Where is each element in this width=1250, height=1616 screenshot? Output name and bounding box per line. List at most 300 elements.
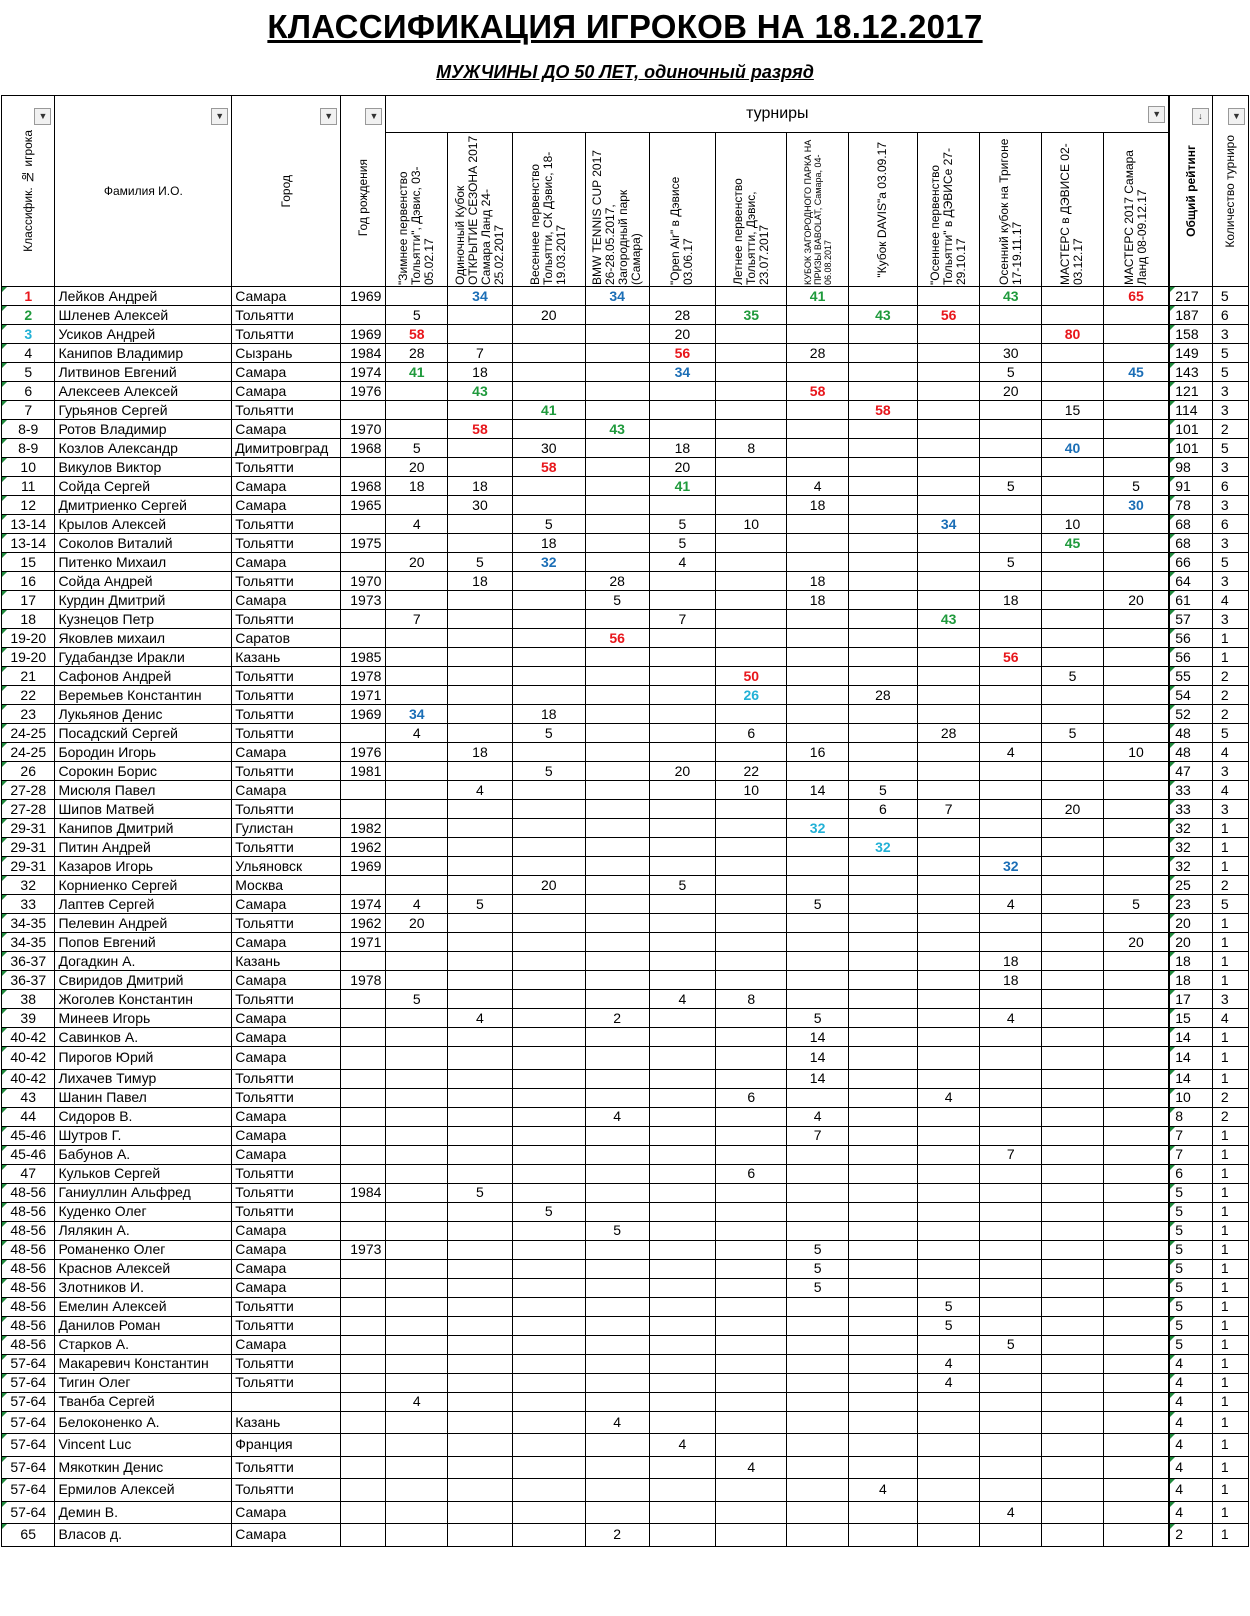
score-cell: 30 <box>1103 496 1169 515</box>
table-row <box>2 572 1249 591</box>
score-cell <box>1103 515 1169 534</box>
score-cell <box>386 819 448 838</box>
score-cell <box>649 1145 716 1164</box>
score-cell <box>512 610 585 629</box>
score-cell <box>917 629 980 648</box>
score-cell: 4 <box>585 1411 649 1434</box>
score-cell <box>716 1126 787 1145</box>
score-cell <box>649 686 716 705</box>
score-cell <box>1042 857 1104 876</box>
total-cell: 101 <box>1169 420 1212 439</box>
score-cell <box>585 439 649 458</box>
score-cell: 10 <box>716 515 787 534</box>
score-cell <box>1103 1047 1169 1070</box>
count-cell: 1 <box>1212 1259 1248 1278</box>
score-cell <box>848 1392 917 1411</box>
score-cell <box>649 1240 716 1259</box>
city-cell: Ульяновск <box>232 857 341 876</box>
score-cell: 5 <box>787 1259 849 1278</box>
score-cell <box>917 933 980 952</box>
score-cell <box>980 705 1042 724</box>
name-cell: Шутров Г. <box>55 1126 232 1145</box>
score-cell <box>787 1524 849 1547</box>
score-cell <box>716 1411 787 1434</box>
table-row <box>2 534 1249 553</box>
class-cell: 44 <box>2 1107 55 1126</box>
total-cell: 5 <box>1169 1240 1212 1259</box>
score-cell <box>787 705 849 724</box>
score-cell <box>1103 1202 1169 1221</box>
score-cell <box>787 876 849 895</box>
count-cell: 1 <box>1212 1335 1248 1354</box>
score-cell <box>585 743 649 762</box>
score-cell <box>512 914 585 933</box>
name-cell: Шипов Матвей <box>55 800 232 819</box>
score-cell <box>917 325 980 344</box>
score-cell: 2 <box>585 1524 649 1547</box>
total-cell: 57 <box>1169 610 1212 629</box>
city-cell: Самара <box>232 287 341 306</box>
score-cell <box>848 857 917 876</box>
table-row <box>2 1501 1249 1524</box>
total-cell: 32 <box>1169 857 1212 876</box>
birth-year-cell <box>341 1456 386 1479</box>
score-cell: 7 <box>649 610 716 629</box>
score-cell: 5 <box>386 990 448 1009</box>
score-cell <box>787 401 849 420</box>
name-cell: Пирогов Юрий <box>55 1047 232 1070</box>
score-cell <box>787 800 849 819</box>
score-cell <box>980 534 1042 553</box>
score-cell <box>1042 572 1104 591</box>
score-cell: 28 <box>386 344 448 363</box>
score-cell <box>1103 1028 1169 1047</box>
score-cell <box>1042 952 1104 971</box>
score-cell: 10 <box>1042 515 1104 534</box>
city-cell: Тольятти <box>232 1164 341 1183</box>
header-name: Фамилия И.О. ▼ <box>55 96 232 287</box>
dropdown-arrow-icon[interactable]: ▼ <box>34 108 51 125</box>
birth-year-cell <box>341 1202 386 1221</box>
table-row <box>2 1335 1249 1354</box>
total-cell: 54 <box>1169 686 1212 705</box>
score-cell <box>1042 344 1104 363</box>
class-cell: 18 <box>2 610 55 629</box>
total-cell: 4 <box>1169 1411 1212 1434</box>
score-cell <box>448 990 513 1009</box>
score-cell <box>1042 420 1104 439</box>
header-tournaments-group: турниры ▼ <box>386 96 1169 133</box>
score-cell <box>848 1088 917 1107</box>
name-cell: Дмитриенко Сергей <box>55 496 232 515</box>
score-cell <box>1103 458 1169 477</box>
score-cell <box>512 1524 585 1547</box>
birth-year-cell: 1973 <box>341 1240 386 1259</box>
city-cell: Самара <box>232 1335 341 1354</box>
class-cell: 39 <box>2 1009 55 1028</box>
birth-year-cell <box>341 1047 386 1070</box>
score-cell: 43 <box>917 610 980 629</box>
name-cell: Бабунов А. <box>55 1145 232 1164</box>
score-cell <box>386 382 448 401</box>
score-cell <box>848 724 917 743</box>
total-cell: 4 <box>1169 1434 1212 1457</box>
score-cell <box>716 382 787 401</box>
score-cell <box>980 1524 1042 1547</box>
name-cell: Курдин Дмитрий <box>55 591 232 610</box>
city-cell: Самара <box>232 1126 341 1145</box>
score-cell <box>1042 743 1104 762</box>
score-cell: 18 <box>512 705 585 724</box>
score-cell <box>716 743 787 762</box>
total-cell: 4 <box>1169 1354 1212 1373</box>
dropdown-arrow-icon[interactable]: ▼ <box>365 108 382 125</box>
score-cell <box>1042 1335 1104 1354</box>
birth-year-cell <box>341 1278 386 1297</box>
score-cell: 4 <box>917 1373 980 1392</box>
score-cell <box>917 572 980 591</box>
name-cell: Лукьянов Денис <box>55 705 232 724</box>
score-cell <box>1103 914 1169 933</box>
table-row <box>2 1240 1249 1259</box>
score-cell <box>848 705 917 724</box>
total-cell: 5 <box>1169 1259 1212 1278</box>
score-cell: 58 <box>787 382 849 401</box>
score-cell <box>649 629 716 648</box>
score-cell <box>512 287 585 306</box>
score-cell <box>848 1107 917 1126</box>
score-cell <box>917 1164 980 1183</box>
city-cell: Самара <box>232 363 341 382</box>
score-cell <box>980 1434 1042 1457</box>
score-cell <box>386 781 448 800</box>
score-cell <box>649 572 716 591</box>
score-cell <box>848 1240 917 1259</box>
header-class-no: Классифик. № игрока ▼ <box>2 96 55 287</box>
score-cell <box>787 648 849 667</box>
city-cell: Тольятти <box>232 1354 341 1373</box>
score-cell <box>917 477 980 496</box>
score-cell <box>448 439 513 458</box>
class-cell: 1 <box>2 287 55 306</box>
score-cell <box>980 1183 1042 1202</box>
class-cell: 33 <box>2 895 55 914</box>
score-cell <box>585 952 649 971</box>
score-cell <box>1103 1373 1169 1392</box>
class-cell: 12 <box>2 496 55 515</box>
score-cell <box>585 724 649 743</box>
score-cell: 18 <box>787 591 849 610</box>
score-cell <box>716 1221 787 1240</box>
name-cell: Попов Евгений <box>55 933 232 952</box>
score-cell <box>585 933 649 952</box>
city-cell: Тольятти <box>232 325 341 344</box>
score-cell <box>512 1047 585 1070</box>
score-cell <box>917 1183 980 1202</box>
score-cell <box>1103 838 1169 857</box>
score-cell <box>917 1240 980 1259</box>
score-cell <box>386 952 448 971</box>
class-cell: 45-46 <box>2 1145 55 1164</box>
score-cell <box>980 610 1042 629</box>
score-cell: 4 <box>980 743 1042 762</box>
score-cell <box>512 572 585 591</box>
score-cell <box>585 1354 649 1373</box>
city-cell: Самара <box>232 1047 341 1070</box>
class-cell: 4 <box>2 344 55 363</box>
score-cell: 5 <box>448 895 513 914</box>
birth-year-cell: 1985 <box>341 648 386 667</box>
birth-year-cell: 1969 <box>341 857 386 876</box>
score-cell <box>787 1145 849 1164</box>
score-cell <box>1103 857 1169 876</box>
name-cell: Гудабандзе Иракли <box>55 648 232 667</box>
name-cell: Крылов Алексей <box>55 515 232 534</box>
score-cell <box>585 1183 649 1202</box>
score-cell: 18 <box>980 971 1042 990</box>
score-cell <box>980 1373 1042 1392</box>
score-cell <box>980 914 1042 933</box>
score-cell <box>649 1202 716 1221</box>
class-cell: 13-14 <box>2 515 55 534</box>
count-cell: 5 <box>1212 553 1248 572</box>
name-cell: Жоголев Константин <box>55 990 232 1009</box>
sort-descending-icon[interactable]: ↓ <box>1192 108 1209 125</box>
name-cell: Бородин Игорь <box>55 743 232 762</box>
score-cell <box>716 496 787 515</box>
class-cell: 57-64 <box>2 1354 55 1373</box>
name-cell: Шанин Павел <box>55 1088 232 1107</box>
score-cell <box>386 1316 448 1335</box>
score-cell <box>917 1501 980 1524</box>
score-cell <box>448 458 513 477</box>
score-cell <box>980 1221 1042 1240</box>
score-cell <box>848 325 917 344</box>
header-tournament-11: МАСТЕРС в ДЭВИСЕ 02-03.12.17 <box>1042 133 1104 287</box>
birth-year-cell <box>341 781 386 800</box>
score-cell <box>917 591 980 610</box>
class-cell: 57-64 <box>2 1373 55 1392</box>
score-cell <box>512 1259 585 1278</box>
dropdown-arrow-icon[interactable]: ▼ <box>211 108 228 125</box>
score-cell <box>386 1501 448 1524</box>
score-cell <box>787 553 849 572</box>
dropdown-arrow-icon[interactable]: ▼ <box>320 108 337 125</box>
score-cell <box>448 306 513 325</box>
score-cell <box>512 1297 585 1316</box>
score-cell <box>917 1126 980 1145</box>
score-cell <box>716 857 787 876</box>
score-cell <box>848 1126 917 1145</box>
score-cell <box>512 1316 585 1335</box>
score-cell <box>716 1354 787 1373</box>
score-cell <box>787 1221 849 1240</box>
score-cell <box>448 401 513 420</box>
score-cell <box>448 1145 513 1164</box>
table-row <box>2 591 1249 610</box>
name-cell: Романенко Олег <box>55 1240 232 1259</box>
score-cell <box>980 838 1042 857</box>
score-cell <box>585 363 649 382</box>
score-cell: 4 <box>980 895 1042 914</box>
total-cell: 52 <box>1169 705 1212 724</box>
city-cell: Тольятти <box>232 610 341 629</box>
dropdown-arrow-icon[interactable]: ▼ <box>1148 106 1165 123</box>
score-cell: 5 <box>512 762 585 781</box>
score-cell <box>787 1392 849 1411</box>
score-cell <box>1103 1392 1169 1411</box>
dropdown-arrow-icon[interactable]: ▼ <box>1228 108 1245 125</box>
score-cell <box>585 1069 649 1088</box>
score-cell <box>448 1088 513 1107</box>
count-cell: 4 <box>1212 1009 1248 1028</box>
score-cell <box>1103 1164 1169 1183</box>
count-cell: 6 <box>1212 306 1248 325</box>
score-cell <box>787 1164 849 1183</box>
score-cell <box>448 1524 513 1547</box>
score-cell <box>787 458 849 477</box>
birth-year-cell: 1974 <box>341 895 386 914</box>
score-cell <box>386 496 448 515</box>
rating-table-container <box>1 95 1249 1547</box>
count-cell: 2 <box>1212 1088 1248 1107</box>
score-cell <box>1042 1183 1104 1202</box>
total-cell: 91 <box>1169 477 1212 496</box>
score-cell: 35 <box>716 306 787 325</box>
score-cell <box>386 1221 448 1240</box>
score-cell <box>512 1028 585 1047</box>
table-row <box>2 1392 1249 1411</box>
score-cell <box>917 439 980 458</box>
score-cell: 5 <box>980 1335 1042 1354</box>
name-cell: Старков А. <box>55 1335 232 1354</box>
class-cell: 16 <box>2 572 55 591</box>
total-cell: 64 <box>1169 572 1212 591</box>
score-cell <box>512 1009 585 1028</box>
score-cell <box>1103 1297 1169 1316</box>
count-cell: 3 <box>1212 496 1248 515</box>
score-cell: 20 <box>386 458 448 477</box>
score-cell <box>980 781 1042 800</box>
city-cell: Тольятти <box>232 1088 341 1107</box>
score-cell <box>649 724 716 743</box>
score-cell <box>448 629 513 648</box>
score-cell: 14 <box>787 781 849 800</box>
score-cell <box>649 1107 716 1126</box>
score-cell: 45 <box>1103 363 1169 382</box>
birth-year-cell <box>341 1164 386 1183</box>
score-cell <box>716 344 787 363</box>
score-cell <box>585 1456 649 1479</box>
score-cell <box>1103 781 1169 800</box>
score-cell <box>716 363 787 382</box>
birth-year-cell <box>341 515 386 534</box>
class-cell: 19-20 <box>2 629 55 648</box>
count-cell: 1 <box>1212 1145 1248 1164</box>
score-cell <box>649 838 716 857</box>
score-cell <box>585 1028 649 1047</box>
score-cell <box>716 895 787 914</box>
rating-table <box>1 95 1249 1547</box>
city-cell: Тольятти <box>232 724 341 743</box>
count-cell: 1 <box>1212 1221 1248 1240</box>
score-cell <box>448 1501 513 1524</box>
score-cell <box>917 762 980 781</box>
score-cell <box>585 1259 649 1278</box>
count-cell: 1 <box>1212 1126 1248 1145</box>
score-cell <box>848 1354 917 1373</box>
score-cell <box>585 1088 649 1107</box>
score-cell <box>787 1183 849 1202</box>
city-cell: Самара <box>232 1028 341 1047</box>
score-cell: 43 <box>980 287 1042 306</box>
score-cell: 2 <box>585 1009 649 1028</box>
table-row <box>2 857 1249 876</box>
name-cell: Лейков Андрей <box>55 287 232 306</box>
class-cell: 7 <box>2 401 55 420</box>
table-row <box>2 762 1249 781</box>
city-cell: Тольятти <box>232 1479 341 1502</box>
score-cell <box>1103 990 1169 1009</box>
name-cell: Веремьев Константин <box>55 686 232 705</box>
score-cell <box>585 1335 649 1354</box>
count-cell: 6 <box>1212 515 1248 534</box>
score-cell <box>917 1335 980 1354</box>
score-cell <box>448 1456 513 1479</box>
table-row <box>2 971 1249 990</box>
score-cell <box>448 1392 513 1411</box>
city-cell: Самара <box>232 1501 341 1524</box>
table-row <box>2 1259 1249 1278</box>
count-cell: 1 <box>1212 648 1248 667</box>
birth-year-cell <box>341 1221 386 1240</box>
score-cell <box>848 1411 917 1434</box>
count-cell: 1 <box>1212 1373 1248 1392</box>
score-cell: 18 <box>980 591 1042 610</box>
birth-year-cell <box>341 1316 386 1335</box>
city-cell: Тольятти <box>232 914 341 933</box>
score-cell <box>917 382 980 401</box>
count-cell: 5 <box>1212 895 1248 914</box>
count-cell: 5 <box>1212 287 1248 306</box>
score-cell <box>1103 553 1169 572</box>
table-row <box>2 1297 1249 1316</box>
table-row <box>2 933 1249 952</box>
score-cell <box>1103 610 1169 629</box>
city-cell: Самара <box>232 895 341 914</box>
score-cell <box>716 1501 787 1524</box>
class-cell: 29-31 <box>2 819 55 838</box>
class-cell: 45-46 <box>2 1126 55 1145</box>
class-cell: 8-9 <box>2 439 55 458</box>
score-cell: 4 <box>386 1392 448 1411</box>
score-cell <box>512 1069 585 1088</box>
header-tournament-10: Осенний кубок на Тригоне 17-19.11.17 <box>980 133 1042 287</box>
score-cell <box>1103 1479 1169 1502</box>
score-cell <box>512 420 585 439</box>
score-cell <box>848 667 917 686</box>
score-cell <box>716 1183 787 1202</box>
score-cell <box>585 990 649 1009</box>
score-cell <box>716 838 787 857</box>
score-cell <box>386 572 448 591</box>
count-cell: 1 <box>1212 1354 1248 1373</box>
score-cell <box>649 1164 716 1183</box>
count-cell: 1 <box>1212 1524 1248 1547</box>
score-cell <box>787 952 849 971</box>
score-cell <box>585 458 649 477</box>
score-cell <box>386 971 448 990</box>
